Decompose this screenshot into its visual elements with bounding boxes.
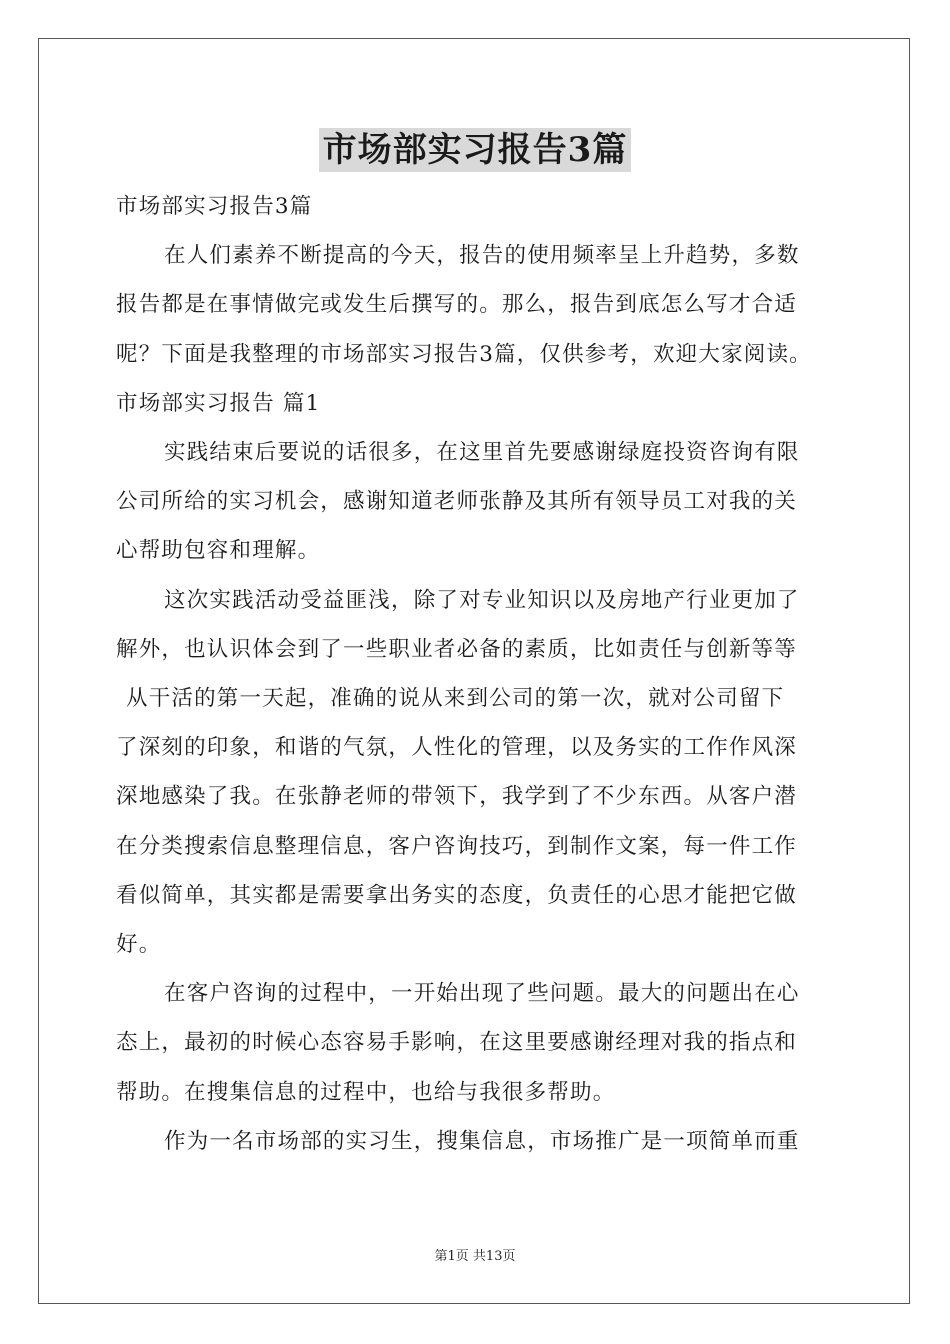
body-line: 实践结束后要说的话很多，在这里首先要感谢绿庭投资咨询有限 — [164, 440, 800, 466]
body-line: 心帮助包容和理解。 — [116, 538, 321, 564]
body-line: 报告都是在事情做完或发生后撰写的。那么，报告到底怎么写才合适 — [116, 292, 798, 318]
body-line: 在分类搜索信息整理信息，客户咨询技巧，到制作文案，每一件工作 — [116, 833, 798, 859]
document-body — [116, 182, 846, 1166]
body-line: 态上，最初的时候心态容易手影响，在这里要感谢经理对我的指点和 — [116, 1030, 798, 1056]
body-line: 了深刻的印象，和谐的气氛，人性化的管理，以及务实的工作作风深 — [116, 735, 798, 761]
section-heading: 市场部实习报告 篇1 — [116, 390, 321, 416]
body-line: 深地感染了我。在张静老师的带领下，我学到了不少东西。从客户潜 — [116, 784, 798, 810]
body-line: 解外，也认识体会到了一些职业者必备的素质，比如责任与创新等等 — [116, 636, 798, 662]
body-line: 公司所给的实习机会，感谢知道老师张静及其所有领导员工对我的关 — [116, 489, 798, 515]
body-line: 在人们素养不断提高的今天，报告的使用频率呈上升趋势，多数 — [164, 243, 800, 269]
body-line: 在客户咨询的过程中，一开始出现了些问题。最大的问题出在心 — [164, 981, 800, 1007]
page-footer: 第1页 共13页 — [434, 1249, 516, 1264]
title-wrap — [0, 128, 950, 172]
document-title: 市场部实习报告3篇 — [319, 128, 632, 172]
body-line: 看似简单，其实都是需要拿出务实的态度，负责任的心思才能把它做 — [116, 882, 798, 908]
body-line: 这次实践活动受益匪浅，除了对专业知识以及房地产行业更加了 — [164, 587, 800, 613]
body-line: 市场部实习报告3篇 — [116, 194, 313, 219]
body-line: 从干活的第一天起，准确的说从来到公司的第一次，就对公司留下 — [126, 686, 785, 712]
body-line: 帮助。在搜集信息的过程中，也给与我很多帮助。 — [116, 1079, 616, 1105]
body-line: 作为一名市场部的实习生，搜集信息，市场推广是一项简单而重 — [164, 1128, 800, 1154]
body-line: 好。 — [116, 932, 162, 958]
body-line: 呢？下面是我整理的市场部实习报告3篇，仅供参考，欢迎大家阅读。 — [116, 341, 812, 367]
